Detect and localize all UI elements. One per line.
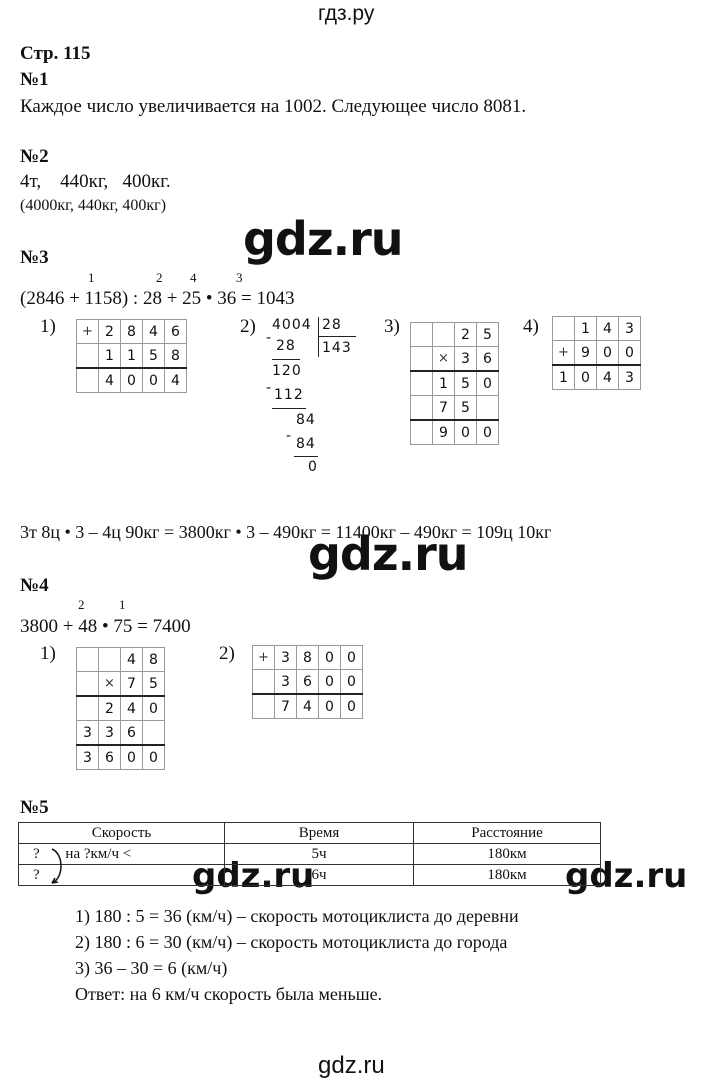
answer-line: Ответ: на 6 км/ч скорость была меньше. [75,984,383,1004]
task-1-text: Каждое число увеличивается на 1002. Следующее число 8081. [20,96,527,117]
task-2-label: №2 [20,146,49,167]
order-mark: 1 [119,597,126,612]
solution-line: 1) 180 : 5 = 36 (км/ч) – скорость мотоциклиста до деревни [75,906,519,926]
table-header-row [19,823,601,844]
task-4-expression: 3800 + 48 • 75 = 7400 [20,616,191,637]
task-5-label: №5 [20,797,49,818]
division-step: 120 [272,363,302,379]
order-mark: 3 [236,270,243,285]
division-line [318,336,356,337]
column-header: Время [225,823,414,844]
dividend: 4004 [272,317,312,333]
task-2-line2: (4000кг, 440кг, 400кг) [20,197,167,214]
division-step: 84 [296,436,316,452]
addition-column: + 2 8 4 6 1 1 5 8 4 0 0 4 [76,319,187,393]
times-sign: × [99,672,121,697]
cell-distance: 180км [414,865,601,886]
plus-sign: + [553,341,575,366]
order-mark: 1 [88,270,95,285]
cell-time: 6ч [225,865,414,886]
division-step: 112 [274,387,304,403]
task-4-label: №4 [20,575,49,596]
task-2-line1: 4т, 440кг, 400кг. [20,171,171,192]
step-label: 1) [40,316,56,337]
addition-column: + 3 8 0 0 3 6 0 0 7 4 0 0 [252,645,363,719]
watermark: gdz.ru [308,527,468,581]
cell-distance: 180км [414,844,601,865]
order-mark: 4 [190,270,197,285]
task-3-expression: (2846 + 1158) : 28 + 25 • 36 = 1043 [20,288,295,309]
division-underline [294,456,318,457]
minus-sign: - [286,428,293,444]
step-label: 2) [240,316,256,337]
division-step: 84 [296,412,316,428]
step-label: 2) [219,643,235,664]
watermark: gdz.ru [565,856,688,896]
minus-sign: - [266,330,273,346]
watermark: gdz.ru [192,856,315,896]
step-label: 4) [523,316,539,337]
step-label: 3) [384,316,400,337]
divisor: 28 [322,317,342,333]
table-row [19,865,601,886]
task-3-label: №3 [20,247,49,268]
column-header: Скорость [19,823,225,844]
multiplication-column: 2 5 × 3 6 1 5 0 7 5 9 0 0 [410,322,499,445]
task-3-extra: 3т 8ц • 3 – 4ц 90кг = 3800кг • 3 – 490кг = 11400кг – 490кг = 109ц 10кг [20,522,552,542]
minus-sign: - [266,380,273,396]
site-header: гдз.ру [318,2,375,25]
table-row [19,844,601,865]
multiplication-column: 4 8 × 7 5 2 4 0 3 3 6 3 6 0 0 [76,647,165,770]
speed-table [18,822,601,886]
page-label: Стр. 115 [20,43,91,64]
cell-note: на ?км/ч < [65,845,132,862]
division-bar [318,317,319,357]
solution-line: 2) 180 : 6 = 30 (км/ч) – скорость мотоциклиста до города [75,932,508,952]
division-underline [272,359,300,360]
cell-unknown: ? [33,866,40,883]
plus-sign: + [77,320,99,344]
addition-column: 1 4 3 + 9 0 0 1 0 4 3 [552,316,641,390]
watermark: gdz.ru [243,212,403,266]
step-label: 1) [40,643,56,664]
division-underline [272,408,306,409]
order-mark: 2 [78,597,85,612]
solution-line: 3) 36 – 30 = 6 (км/ч) [75,958,228,978]
division-step: 28 [276,338,296,354]
cell-unknown: ? [33,845,40,862]
column-header: Расстояние [414,823,601,844]
division-step: 0 [308,459,318,475]
watermark-footer: gdz.ru [318,1052,385,1079]
quotient: 143 [322,340,352,356]
cell-time: 5ч [225,844,414,865]
order-mark: 2 [156,270,163,285]
task-1-label: №1 [20,69,49,90]
times-sign: × [433,347,455,372]
plus-sign: + [253,646,275,670]
bracket-arrow-icon [48,846,70,886]
